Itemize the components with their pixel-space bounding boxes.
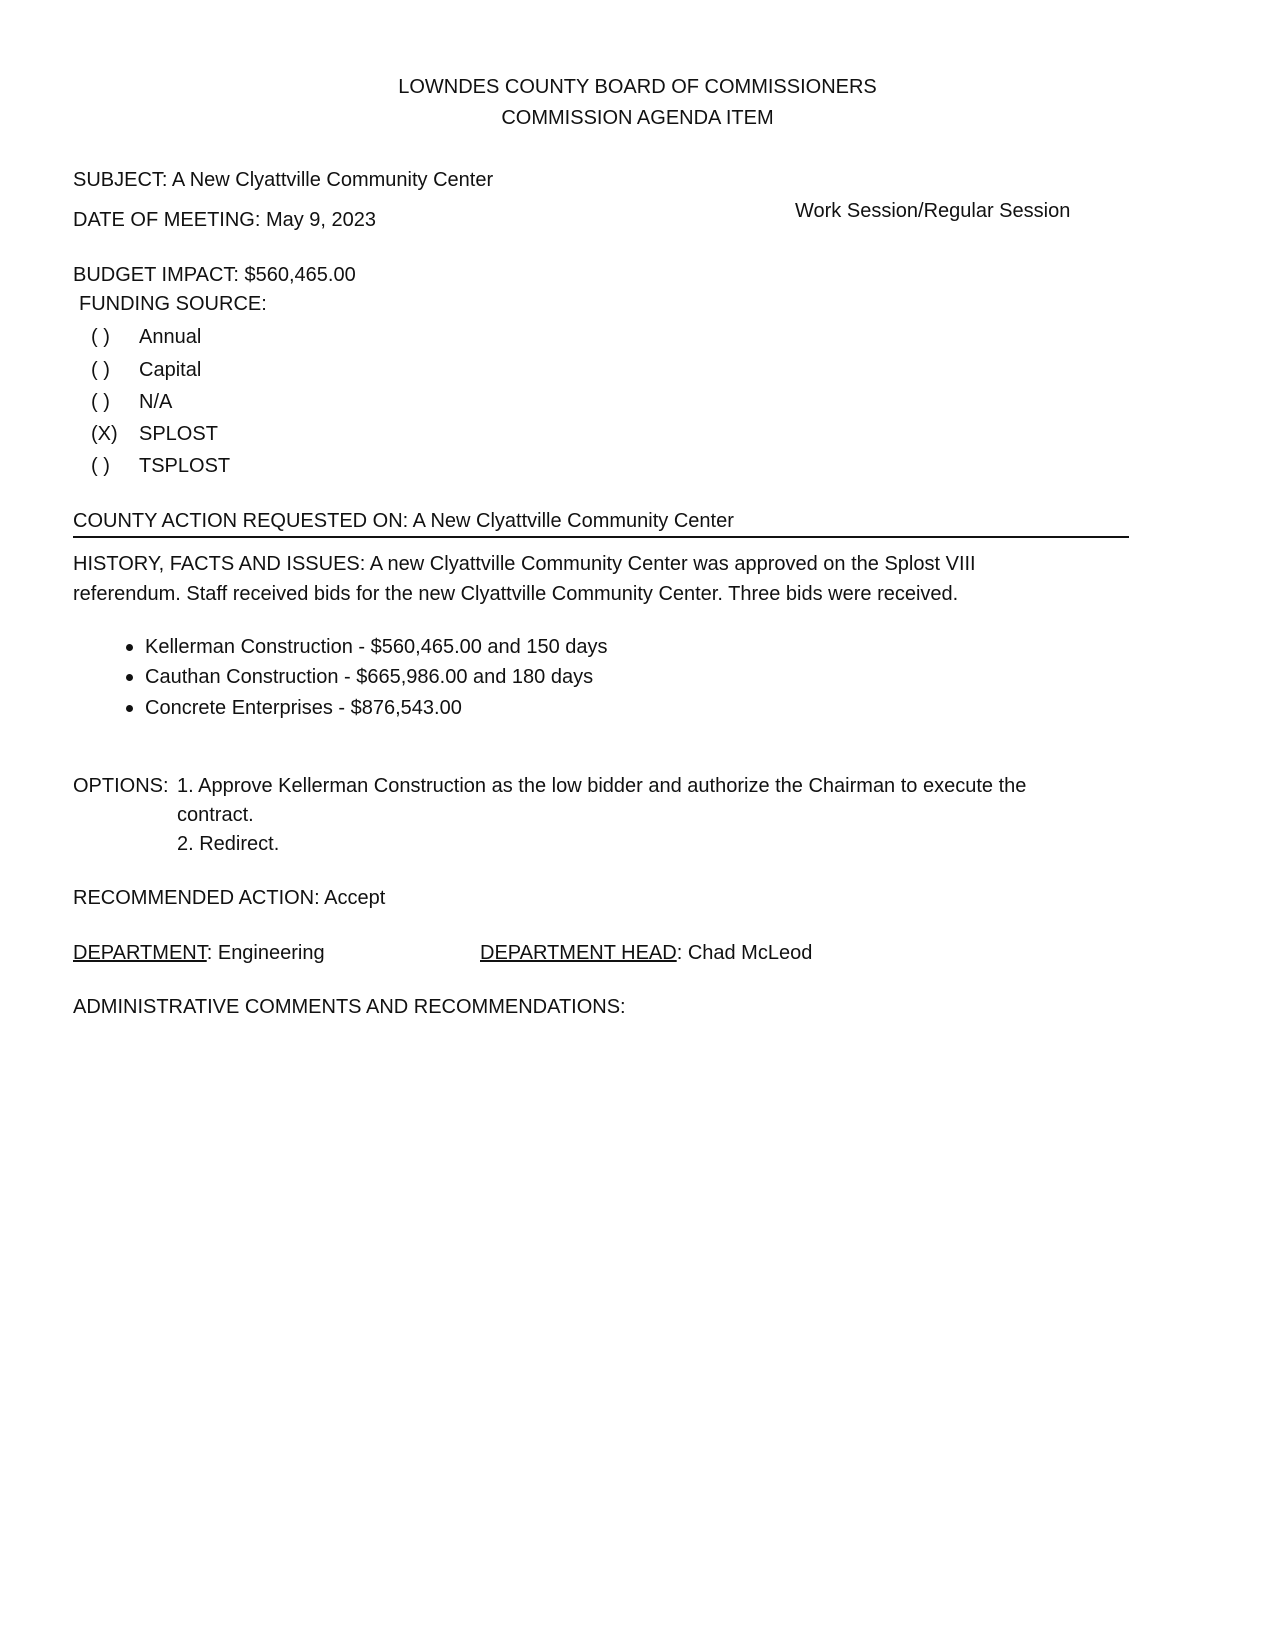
administrative-comments: ADMINISTRATIVE COMMENTS AND RECOMMENDATIONS: [73,996,626,1018]
subject: SUBJECT: A New Clyattville Community Center [73,169,494,191]
budget-impact: BUDGET IMPACT: $560,465.00 [73,264,356,286]
department-label: DEPARTMENT [73,942,207,964]
department-head [480,941,812,965]
funding-option-mark: ( ) [91,326,110,348]
session-type: Work Session/Regular Session [795,200,1071,222]
funding-option-label: N/A [139,391,173,413]
funding-option-mark: (X) [91,423,118,445]
funding-option-label: Capital [139,359,202,381]
funding-option-mark: ( ) [91,359,110,381]
funding-option-mark: ( ) [91,455,110,477]
option-1: 1. Approve Kellerman Construction as the low bidder and authorize the Chairman to execute the [177,775,1027,797]
funding-option-mark: ( ) [91,391,110,413]
bid-item: Cauthan Construction - $665,986.00 and 180 days [145,666,594,688]
funding-source-label: FUNDING SOURCE: [79,293,267,315]
option-1-continued: contract. [177,804,254,826]
department-head-value: : Chad McLeod [676,942,813,964]
header-subtitle: COMMISSION AGENDA ITEM [501,107,774,129]
options-label: OPTIONS: [73,775,169,797]
bid-item: Concrete Enterprises - $876,543.00 [145,697,462,719]
funding-option-label: SPLOST [139,423,218,445]
county-action-requested: COUNTY ACTION REQUESTED ON: A New Clyattville Community Center [73,510,734,532]
header-title: LOWNDES COUNTY BOARD OF COMMISSIONERS [398,76,877,98]
date-of-meeting: DATE OF MEETING: May 9, 2023 [73,209,377,231]
history-line-2: referendum. Staff received bids for the new Clyattville Community Center. Three bids were received. [73,583,959,605]
bullet-icon [126,644,133,651]
funding-option-label: TSPLOST [139,455,231,477]
department [73,941,325,965]
option-2: 2. Redirect. [177,833,280,855]
department-value: : Engineering [206,942,325,964]
recommended-action: RECOMMENDED ACTION: Accept [73,887,386,909]
history-line-1: HISTORY, FACTS AND ISSUES: A new Clyattville Community Center was approved on the Splost VIII [73,553,976,575]
funding-option-label: Annual [139,326,202,348]
bullet-icon [126,674,133,681]
department-head-label: DEPARTMENT HEAD [480,942,677,964]
divider-line [73,536,1129,538]
bid-item: Kellerman Construction - $560,465.00 and 150 days [145,636,608,658]
bullet-icon [126,705,133,712]
